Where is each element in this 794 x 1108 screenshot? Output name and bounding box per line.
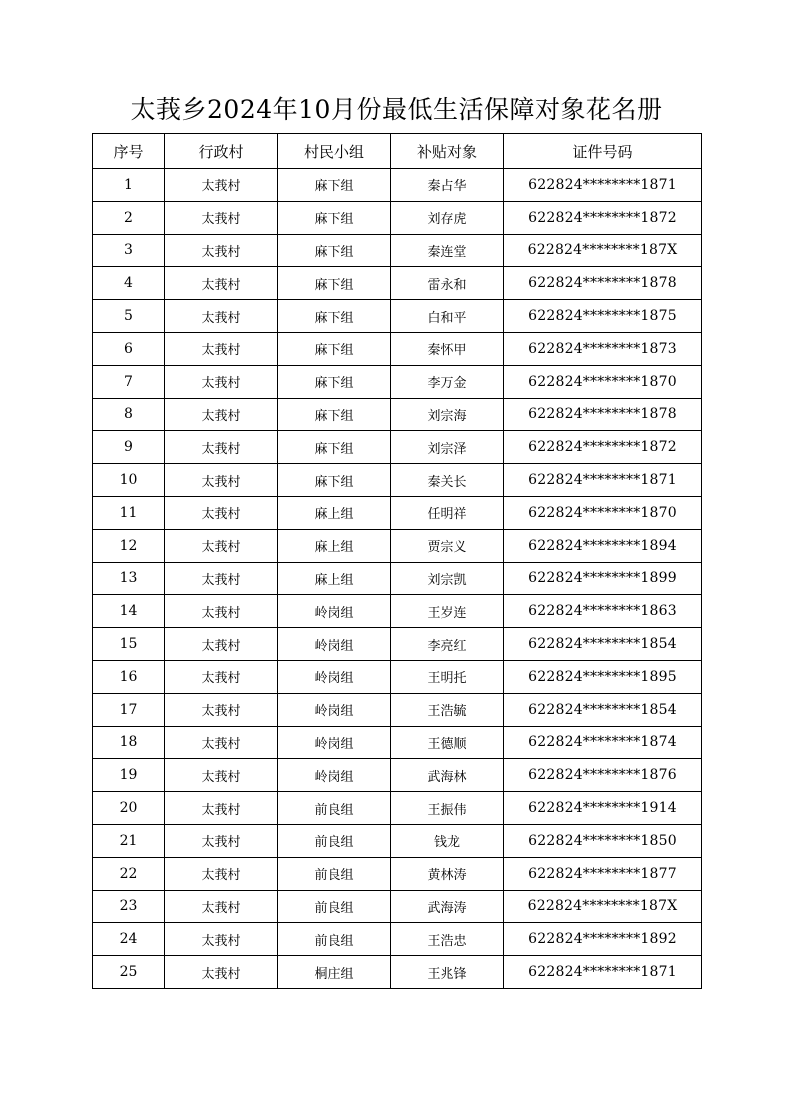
cell-id-number: 622824********1870 [504, 365, 702, 398]
cell-group: 麻下组 [278, 398, 391, 431]
cell-group: 麻下组 [278, 300, 391, 333]
cell-village: 太莪村 [165, 398, 278, 431]
cell-seq: 6 [93, 332, 165, 365]
cell-recipient: 秦占华 [391, 169, 504, 202]
cell-seq: 12 [93, 529, 165, 562]
cell-recipient: 秦关长 [391, 464, 504, 497]
table-row [93, 398, 702, 431]
table-row [93, 792, 702, 825]
cell-id-number: 622824********1872 [504, 201, 702, 234]
cell-recipient: 白和平 [391, 300, 504, 333]
header-village: 行政村 [165, 134, 278, 169]
cell-group: 前良组 [278, 857, 391, 890]
cell-group: 麻下组 [278, 332, 391, 365]
cell-id-number: 622824********187X [504, 890, 702, 923]
cell-seq: 16 [93, 660, 165, 693]
cell-recipient: 任明祥 [391, 496, 504, 529]
cell-group: 前良组 [278, 923, 391, 956]
cell-id-number: 622824********1871 [504, 169, 702, 202]
cell-group: 麻下组 [278, 464, 391, 497]
table-row [93, 923, 702, 956]
cell-recipient: 武海林 [391, 759, 504, 792]
cell-seq: 20 [93, 792, 165, 825]
header-seq: 序号 [93, 134, 165, 169]
cell-group: 麻下组 [278, 365, 391, 398]
cell-group: 前良组 [278, 824, 391, 857]
cell-recipient: 王明托 [391, 660, 504, 693]
cell-village: 太莪村 [165, 726, 278, 759]
cell-village: 太莪村 [165, 529, 278, 562]
cell-seq: 22 [93, 857, 165, 890]
cell-village: 太莪村 [165, 956, 278, 989]
table-row [93, 234, 702, 267]
table-row [93, 267, 702, 300]
cell-seq: 3 [93, 234, 165, 267]
cell-group: 桐庄组 [278, 956, 391, 989]
table-row [93, 628, 702, 661]
cell-seq: 14 [93, 595, 165, 628]
header-id-number: 证件号码 [504, 134, 702, 169]
cell-recipient: 刘存虎 [391, 201, 504, 234]
cell-seq: 1 [93, 169, 165, 202]
cell-village: 太莪村 [165, 267, 278, 300]
roster-table [92, 133, 702, 989]
cell-id-number: 622824********1850 [504, 824, 702, 857]
cell-group: 麻下组 [278, 234, 391, 267]
cell-village: 太莪村 [165, 300, 278, 333]
cell-recipient: 钱龙 [391, 824, 504, 857]
cell-recipient: 秦怀甲 [391, 332, 504, 365]
cell-id-number: 622824********1899 [504, 562, 702, 595]
cell-village: 太莪村 [165, 201, 278, 234]
table-row [93, 201, 702, 234]
table-row [93, 332, 702, 365]
cell-id-number: 622824********1854 [504, 628, 702, 661]
cell-seq: 4 [93, 267, 165, 300]
cell-group: 岭岗组 [278, 693, 391, 726]
table-row [93, 169, 702, 202]
table-body [93, 169, 702, 989]
cell-recipient: 王振伟 [391, 792, 504, 825]
cell-village: 太莪村 [165, 693, 278, 726]
cell-village: 太莪村 [165, 857, 278, 890]
cell-seq: 23 [93, 890, 165, 923]
cell-recipient: 王浩忠 [391, 923, 504, 956]
cell-seq: 8 [93, 398, 165, 431]
header-group: 村民小组 [278, 134, 391, 169]
table-row [93, 562, 702, 595]
cell-id-number: 622824********1895 [504, 660, 702, 693]
table-row [93, 693, 702, 726]
cell-id-number: 622824********1871 [504, 464, 702, 497]
cell-seq: 18 [93, 726, 165, 759]
cell-village: 太莪村 [165, 824, 278, 857]
cell-village: 太莪村 [165, 628, 278, 661]
table-row [93, 726, 702, 759]
cell-seq: 9 [93, 431, 165, 464]
cell-recipient: 秦连堂 [391, 234, 504, 267]
cell-village: 太莪村 [165, 496, 278, 529]
cell-village: 太莪村 [165, 759, 278, 792]
cell-recipient: 贾宗义 [391, 529, 504, 562]
header-recipient: 补贴对象 [391, 134, 504, 169]
cell-recipient: 王德顺 [391, 726, 504, 759]
cell-seq: 7 [93, 365, 165, 398]
cell-recipient: 李亮红 [391, 628, 504, 661]
cell-village: 太莪村 [165, 431, 278, 464]
cell-village: 太莪村 [165, 464, 278, 497]
cell-recipient: 刘宗泽 [391, 431, 504, 464]
cell-group: 前良组 [278, 890, 391, 923]
table-row [93, 595, 702, 628]
cell-recipient: 刘宗凯 [391, 562, 504, 595]
cell-village: 太莪村 [165, 923, 278, 956]
table-row [93, 660, 702, 693]
cell-id-number: 622824********187X [504, 234, 702, 267]
cell-seq: 17 [93, 693, 165, 726]
table-row [93, 890, 702, 923]
cell-village: 太莪村 [165, 660, 278, 693]
cell-group: 岭岗组 [278, 628, 391, 661]
table-row [93, 759, 702, 792]
cell-seq: 21 [93, 824, 165, 857]
cell-group: 岭岗组 [278, 759, 391, 792]
table-header [93, 134, 702, 169]
table-row [93, 431, 702, 464]
cell-id-number: 622824********1863 [504, 595, 702, 628]
cell-group: 麻上组 [278, 529, 391, 562]
cell-seq: 5 [93, 300, 165, 333]
cell-id-number: 622824********1894 [504, 529, 702, 562]
cell-village: 太莪村 [165, 332, 278, 365]
cell-id-number: 622824********1854 [504, 693, 702, 726]
cell-id-number: 622824********1876 [504, 759, 702, 792]
cell-seq: 24 [93, 923, 165, 956]
table-row [93, 300, 702, 333]
table-row [93, 956, 702, 989]
cell-seq: 13 [93, 562, 165, 595]
cell-village: 太莪村 [165, 890, 278, 923]
cell-group: 岭岗组 [278, 660, 391, 693]
cell-id-number: 622824********1878 [504, 267, 702, 300]
header-row [93, 134, 702, 169]
cell-id-number: 622824********1877 [504, 857, 702, 890]
cell-id-number: 622824********1870 [504, 496, 702, 529]
cell-group: 岭岗组 [278, 726, 391, 759]
cell-village: 太莪村 [165, 595, 278, 628]
cell-group: 麻下组 [278, 267, 391, 300]
table-row [93, 824, 702, 857]
cell-seq: 10 [93, 464, 165, 497]
cell-group: 麻下组 [278, 169, 391, 202]
cell-group: 麻上组 [278, 562, 391, 595]
cell-recipient: 黄林涛 [391, 857, 504, 890]
cell-group: 麻上组 [278, 496, 391, 529]
cell-seq: 2 [93, 201, 165, 234]
cell-group: 岭岗组 [278, 595, 391, 628]
cell-id-number: 622824********1873 [504, 332, 702, 365]
cell-id-number: 622824********1914 [504, 792, 702, 825]
cell-id-number: 622824********1872 [504, 431, 702, 464]
cell-group: 麻下组 [278, 201, 391, 234]
table-row [93, 365, 702, 398]
cell-seq: 19 [93, 759, 165, 792]
cell-village: 太莪村 [165, 562, 278, 595]
cell-group: 麻下组 [278, 431, 391, 464]
cell-recipient: 李万金 [391, 365, 504, 398]
cell-id-number: 622824********1871 [504, 956, 702, 989]
cell-id-number: 622824********1874 [504, 726, 702, 759]
table-row [93, 857, 702, 890]
cell-village: 太莪村 [165, 365, 278, 398]
cell-id-number: 622824********1892 [504, 923, 702, 956]
cell-recipient: 王兆锋 [391, 956, 504, 989]
cell-recipient: 刘宗海 [391, 398, 504, 431]
table-row [93, 496, 702, 529]
cell-village: 太莪村 [165, 234, 278, 267]
cell-recipient: 雷永和 [391, 267, 504, 300]
table-row [93, 529, 702, 562]
cell-group: 前良组 [278, 792, 391, 825]
cell-recipient: 王浩毓 [391, 693, 504, 726]
cell-id-number: 622824********1878 [504, 398, 702, 431]
cell-id-number: 622824********1875 [504, 300, 702, 333]
cell-village: 太莪村 [165, 792, 278, 825]
cell-seq: 11 [93, 496, 165, 529]
table-row [93, 464, 702, 497]
cell-recipient: 武海涛 [391, 890, 504, 923]
document-title: 太莪乡2024年10月份最低生活保障对象花名册 [130, 95, 663, 124]
cell-seq: 15 [93, 628, 165, 661]
cell-village: 太莪村 [165, 169, 278, 202]
cell-recipient: 王岁连 [391, 595, 504, 628]
cell-seq: 25 [93, 956, 165, 989]
